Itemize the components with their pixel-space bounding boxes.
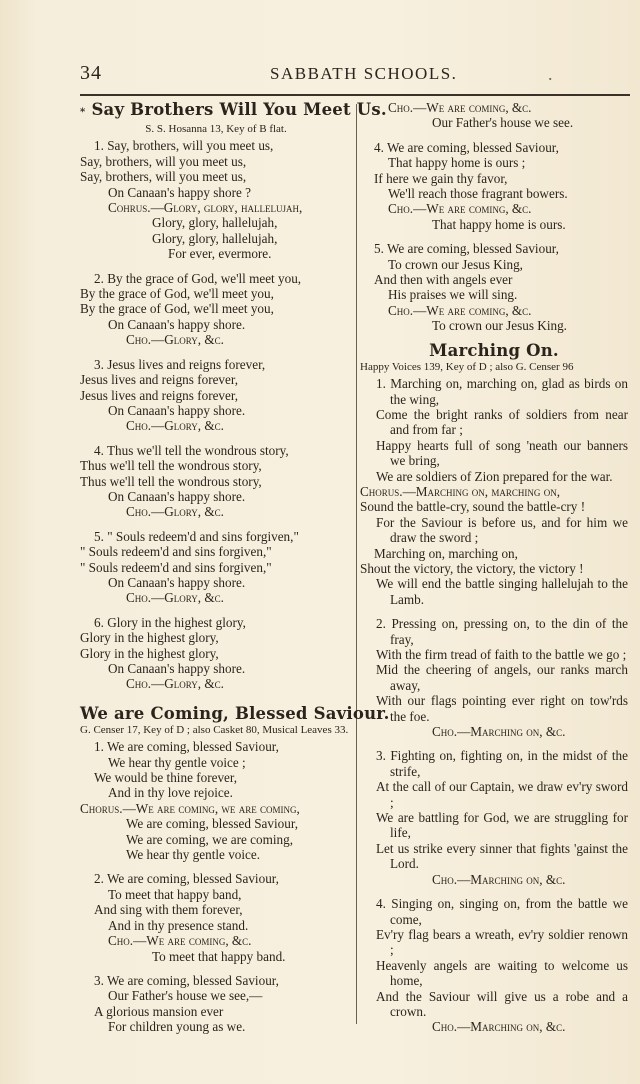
verse-line: 2. Pressing on, pressing on, to the din of the fray, <box>376 616 628 647</box>
chorus-line: Our Father's house we see. <box>432 115 574 131</box>
verse-line: By the grace of God, we'll meet you, <box>80 286 274 302</box>
verse-line: Jesus lives and reigns forever, <box>80 387 239 403</box>
verse-line: Happy hearts full of song 'neath our banners we bring, <box>376 437 628 469</box>
verse-line: And in thy presence stand. <box>108 917 249 933</box>
right-column <box>360 100 628 1044</box>
chorus-ref: Cho.—Glory, &c. <box>126 676 224 692</box>
verse-line: On Canaan's happy shore ? <box>108 184 252 200</box>
verse-line: " Souls redeem'd and sins forgiven," <box>80 544 272 560</box>
verse-line: By the grace of God, we'll meet you, <box>80 301 274 317</box>
stanza <box>360 376 628 607</box>
verse-line: His praises we will sing. <box>388 287 518 303</box>
verse-line: Thus we'll tell the wondrous story, <box>80 473 262 489</box>
verse-line: Come the bright ranks of soldiers from near and from far ; <box>376 406 628 438</box>
verse-line: We'll reach those fragrant bowers. <box>388 186 568 202</box>
stanza <box>360 241 628 333</box>
chorus-line: We will end the battle singing hallelujah to the Lamb. <box>376 576 628 607</box>
verse-line: Mid the cheering of angels, our ranks march away, <box>376 662 628 693</box>
verse-line: 1. We are coming, blessed Saviour, <box>94 739 279 755</box>
chorus-ref: Cho.—Glory, &c. <box>126 590 224 606</box>
chorus-ref: Cho.—Glory, &c. <box>126 504 224 520</box>
header-mark: . <box>548 64 553 84</box>
verse-line: And in thy love rejoice. <box>108 785 233 801</box>
chorus-ref: Cho.—Marching on, &c. <box>432 1019 566 1035</box>
verse-line: For children young as we. <box>108 1019 246 1035</box>
chorus-ref: Cho.—We are coming, &c. <box>388 201 532 217</box>
page-number: 34 <box>80 62 102 84</box>
verse-line: 4. We are coming, blessed Saviour, <box>374 139 559 155</box>
verse-line: 1. Say, brothers, will you meet us, <box>94 138 274 154</box>
hymn-title: * Say Brothers Will You Meet Us. <box>80 100 387 119</box>
stanza <box>360 896 628 1035</box>
verse-line: That happy home is ours ; <box>388 155 526 171</box>
hymn-subheading: G. Censer 17, Key of D ; also Casket 80, Musical Leaves 33. <box>80 724 349 737</box>
chorus-line: Marching on, marching on, <box>374 545 518 561</box>
verse-line: With the firm tread of faith to the battle we go ; <box>376 647 627 662</box>
hymn-title: Marching On. <box>429 340 559 360</box>
stanza <box>360 748 628 887</box>
verse-line: Ev'ry flag bears a wreath, ev'ry soldier renown ; <box>376 926 628 958</box>
chorus-line: Chorus.—We are coming, we are coming, <box>80 800 300 816</box>
verse-line: 3. Jesus lives and reigns forever, <box>94 356 266 372</box>
stanza <box>80 615 352 692</box>
page-header <box>80 62 625 88</box>
chorus-line: We are coming, blessed Saviour, <box>126 816 298 832</box>
verse-line: Our Father's house we see,— <box>108 988 263 1004</box>
chorus-line: Cohrus.—Glory, glory, hallelujah, <box>108 200 303 216</box>
running-title: SABBATH SCHOOLS. <box>270 64 458 83</box>
verse-line: 3. We are coming, blessed Saviour, <box>94 972 279 988</box>
stanza <box>80 973 352 1035</box>
verse-line: We are battling for God, we are struggling for life, <box>376 810 628 841</box>
verse-line: On Canaan's happy shore. <box>108 488 246 504</box>
verse-line: We hear thy gentle voice ; <box>108 754 246 770</box>
verse-line: Let us strike every sinner that fights 'gainst the Lord. <box>376 840 628 872</box>
verse-line: 2. We are coming, blessed Saviour, <box>94 871 279 887</box>
asterisk-marker: * <box>80 107 86 118</box>
chorus-line: To meet that happy band. <box>152 948 286 964</box>
column-divider <box>356 104 357 1024</box>
stanza <box>80 529 352 606</box>
verse-line: 4. Singing on, singing on, from the battle we come, <box>376 896 628 927</box>
chorus-line: Glory, glory, hallelujah, <box>152 230 278 246</box>
verse-line: On Canaan's happy shore. <box>108 402 246 418</box>
chorus-line: Chorus.—Marching on, marching on, <box>360 483 560 499</box>
chorus-line: For ever, evermore. <box>168 246 272 262</box>
verse-line: Jesus lives and reigns forever, <box>80 372 239 388</box>
verse-line: Glory in the highest glory, <box>80 630 219 646</box>
chorus-line: To crown our Jesus King. <box>432 318 567 334</box>
verse-line: 5. We are coming, blessed Saviour, <box>374 241 559 257</box>
verse-line: On Canaan's happy shore. <box>108 316 246 332</box>
chorus-line: We hear thy gentle voice. <box>126 847 261 863</box>
verse-line: 1. Marching on, marching on, glad as birds on the wing, <box>376 376 628 407</box>
stanza <box>80 271 352 348</box>
chorus-line: Shout the victory, the victory, the victory ! <box>360 560 584 576</box>
verse-line: To crown our Jesus King, <box>388 256 523 272</box>
hymn-title: We are Coming, Blessed Saviour. <box>80 703 390 723</box>
verse-line: On Canaan's happy shore. <box>108 661 246 676</box>
verse-line: Say, brothers, will you meet us, <box>80 169 247 185</box>
stanza <box>360 140 628 232</box>
stanza <box>360 616 628 739</box>
chorus-line: Sound the battle-cry, sound the battle-cry ! <box>360 499 586 515</box>
chorus-ref: Cho.—We are coming, &c. <box>108 933 252 949</box>
header-rule <box>80 94 630 96</box>
hymn-subheading: Happy Voices 139, Key of D ; also G. Censer 96 <box>360 361 574 374</box>
chorus-line: For the Saviour is before us, and for him we draw the sword ; <box>376 514 628 546</box>
verse-line: 6. Glory in the highest glory, <box>94 614 246 630</box>
verse-line: With our flags pointing ever right on tow'rds the foe. <box>376 693 628 724</box>
stanza <box>80 443 352 520</box>
chorus-ref: Cho.—Glory, &c. <box>126 418 224 434</box>
stanza <box>80 871 352 963</box>
verse-line: 4. Thus we'll tell the wondrous story, <box>94 442 289 458</box>
verse-line: We would be thine forever, <box>94 770 238 786</box>
verse-line: We are soldiers of Zion prepared for the war. <box>376 468 613 484</box>
verse-line: And the Saviour will give us a robe and a crown. <box>376 988 628 1019</box>
chorus-line: That happy home is ours. <box>432 216 566 232</box>
verse-line: To meet that happy band, <box>108 886 242 902</box>
verse-line: Say, brothers, will you meet us, <box>80 153 247 169</box>
chorus-ref: Cho.—We are coming, &c. <box>388 100 532 115</box>
chorus-ref: Cho.—Marching on, &c. <box>432 871 566 887</box>
verse-line: Glory in the highest glory, <box>80 645 219 661</box>
verse-line: And then with angels ever <box>374 272 513 288</box>
verse-line: Heavenly angels are waiting to welcome us home, <box>376 957 628 989</box>
stanza <box>80 739 352 862</box>
verse-line: If here we gain thy favor, <box>374 170 508 186</box>
chorus-ref: Cho.—We are coming, &c. <box>388 302 532 318</box>
left-column <box>80 100 390 1044</box>
chorus-line: Glory, glory, hallelujah, <box>152 215 278 231</box>
verse-line: " Souls redeem'd and sins forgiven," <box>80 559 272 575</box>
hymn-subheading: S. S. Hosanna 13, Key of B flat. <box>145 123 287 136</box>
verse-line: A glorious mansion ever <box>94 1003 224 1019</box>
chorus-line: We are coming, we are coming, <box>126 831 294 847</box>
stanza <box>80 357 352 434</box>
verse-line: 3. Fighting on, fighting on, in the midst of the strife, <box>376 748 628 779</box>
stanza-continued <box>360 100 628 131</box>
chorus-ref: Cho.—Glory, &c. <box>126 332 224 348</box>
verse-line: 5. " Souls redeem'd and sins forgiven," <box>94 528 299 544</box>
verse-line: 2. By the grace of God, we'll meet you, <box>94 270 302 286</box>
chorus-ref: Cho.—Marching on, &c. <box>432 724 566 740</box>
verse-line: At the call of our Captain, we draw ev'ry sword ; <box>376 779 628 810</box>
verse-line: Thus we'll tell the wondrous story, <box>80 458 262 474</box>
verse-line: On Canaan's happy shore. <box>108 574 246 590</box>
verse-line: And sing with them forever, <box>94 902 243 918</box>
stanza <box>80 138 352 261</box>
